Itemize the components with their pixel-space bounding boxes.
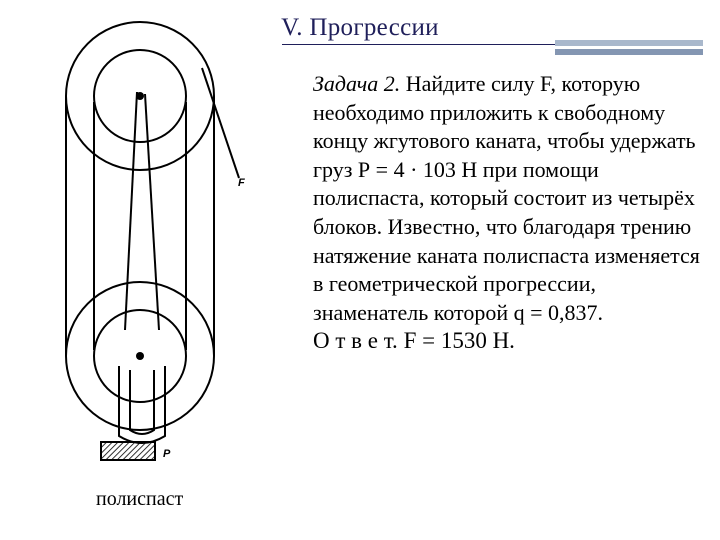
task-text: Найдите силу F, которую необходимо приложить к свободному концу жгутового каната, чтобы удержать груз Р = 4 · 103 Н при помощи полиспаста, который состоит из четырёх блоков. Известно, что благодаря трению натяжение каната полиспаста изменяется в геометрической прогрессии, знаменатель которой q = 0,837. <box>313 71 700 325</box>
answer-value: F = 1530 Н. <box>397 328 515 354</box>
rope-strand-center-right <box>145 94 159 330</box>
title-accent-bars <box>555 40 703 56</box>
problem-text <box>313 70 713 327</box>
rope-free-end <box>202 68 239 178</box>
answer-line <box>313 327 713 356</box>
upper-axle <box>136 92 144 100</box>
diagram-caption: полиспаст <box>96 488 184 510</box>
force-label: F <box>238 177 245 189</box>
problem-statement <box>313 70 713 356</box>
load-block <box>101 442 155 460</box>
task-label: Задача 2. <box>313 71 401 96</box>
lower-axle <box>136 352 144 360</box>
accent-bar-bottom <box>555 49 703 55</box>
hook-shackle <box>119 366 165 443</box>
pulley-diagram <box>55 18 275 478</box>
slide-title: V. Прогрессии <box>281 14 439 41</box>
accent-bar-top <box>555 40 703 46</box>
answer-label: О т в е т. <box>313 328 398 354</box>
rope-strand-center-left <box>125 92 137 330</box>
load-label: P <box>163 448 171 460</box>
